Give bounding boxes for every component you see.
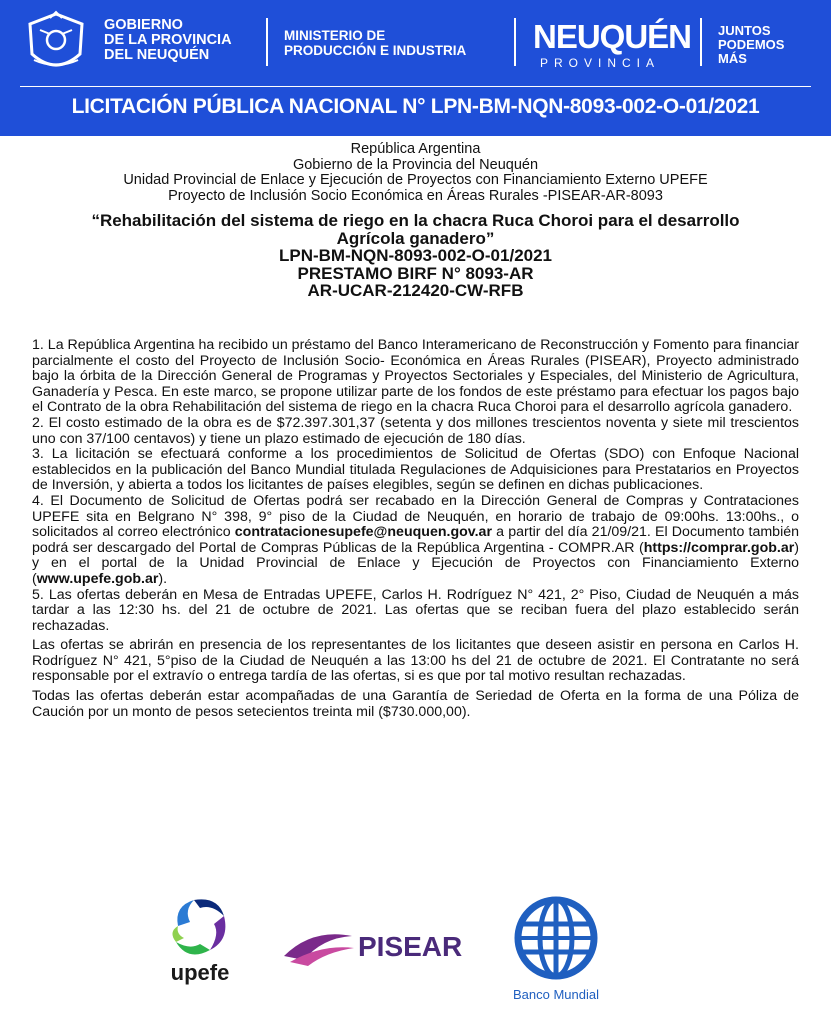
tender-title: LICITACIÓN PÚBLICA NACIONAL N° LPN-BM-NQN-8093-002-O-01/2021 [71,95,760,118]
paragraph-4 [32,494,799,588]
paragraph-6: Las ofertas se abrirán en presencia de los representantes de los licitantes que deseen asistir en persona en Carlos H. Rodríguez N° 421, 5°piso de la Ciudad de Neuquén a las 13:00 hs del 21 de octubre de 2021. El Contratante no será responsable por el extravío o entrega tardía de las ofertas, si es que por tal motivo resultan rechazadas. [32,637,799,685]
banco-mundial-logo [506,892,606,1004]
provincial-shield-icon [20,10,92,76]
loan-number: PRESTAMO BIRF N° 8093-AR [297,263,534,283]
header-logos-row [0,0,831,82]
paragraph-4-text: a partir del día 21/09/21. El Documento también podrá ser descargado del Portal de Compras Públicas de la República Argentina - COMPR.AR ( [32,524,800,556]
slogan-line: JUNTOS [718,23,771,38]
ministry-line: MINISTERIO DE [284,28,386,43]
comprar-link[interactable]: https://comprar.gob.ar [643,539,795,556]
issuer-block [20,142,811,204]
gov-line: DE LA PROVINCIA [104,32,232,48]
header-divider [514,18,516,66]
issuer-line: República Argentina [350,141,481,157]
slogan-line: MÁS [718,51,747,66]
issuer-line: Proyecto de Inclusión Socio Económica en Áreas Rurales -PISEAR-AR-8093 [168,187,663,204]
upefe-link[interactable]: www.upefe.gob.ar [36,570,159,587]
paragraph-4-text: ). [158,570,168,587]
upefe-logo-text: upefe [170,960,230,985]
contact-email-link[interactable]: contratacionesupefe@neuquen.gov.ar [234,524,492,541]
project-title-line: “Rehabilitación del sistema de riego en la chacra Ruca Choroi para el desarrollo [91,211,740,230]
header-divider [700,18,702,66]
header-divider [266,18,268,66]
gov-line: GOBIERNO [104,17,183,33]
paragraph-4-text: ) y en el portal de la Unidad Provincial de Enlace y Ejecución de Proyectos con Financiamiento Externo ( [32,539,799,587]
slogan [718,24,784,66]
globe-icon [506,892,606,984]
upefe-logo-icon [160,892,240,992]
neuquen-brand: NEUQUÉN [533,18,692,55]
header-rule [20,86,811,87]
ministry-name [284,28,466,58]
paragraph-3: 3. La licitación se efectuará conforme a los procedimientos de Solicitud de Ofertas (SDO) con Enfoque Nacional establecidos en la publicación del Banco Mundial titulada Regulaciones de Adquisiciones para Prestatarios en Proyectos de Inversión, y abierta a todos los licitantes de países elegibles, según se definen en dichas publicaciones. [32,446,799,494]
project-title-line: Agrícola ganadero” [336,228,495,248]
government-name [104,18,232,63]
project-title-block [20,212,811,300]
reference-code: AR-UCAR-212420-CW-RFB [307,281,524,300]
project-code: LPN-BM-NQN-8093-002-O-01/2021 [278,246,553,265]
paragraph-4-text: 4. El Documento de Solicitud de Ofertas podrá ser recabado en la Dirección General de Compras y Contrataciones UPEFE sita en Belgrano N° 398, 9° piso de la Ciudad de Neuquén, en horario de trabajo de 09:00hs. 13:00hs., o solicitados al correo electrónico [32,492,799,541]
issuer-line: Unidad Provincial de Enlace y Ejecución de Proyectos con Financiamiento Externo UPEFE [123,172,708,188]
banco-mundial-label: Banco Mundial [513,987,599,1002]
pisear-logo-text: PISEAR [358,931,463,962]
paragraph-7: Todas las ofertas deberán estar acompañadas de una Garantía de Seriedad de Oferta en la forma de una Póliza de Caución por un monto de pesos setecientos treinta mil ($730.000,00). [32,688,799,720]
notice-body [32,338,799,720]
header-banner [0,0,831,136]
paragraph-2: 2. El costo estimado de la obra es de $72.397.301,37 (setenta y dos millones trescientos noventa y siete mil trescientos uno con 37/100 centavos) y tiene un plazo estimado de ejecución de 180 días. [32,414,799,447]
gov-line: DEL NEUQUÉN [104,47,210,63]
neuquen-brand-subtitle: PROVINCIA [540,56,661,70]
ministry-line: PRODUCCIÓN E INDUSTRIA [284,43,467,58]
pisear-logo-icon [282,922,467,972]
slogan-line: PODEMOS [718,37,785,52]
paragraph-5: 5. Las ofertas deberán en Mesa de Entradas UPEFE, Carlos H. Rodríguez N° 421, 2° Piso, Ciudad de Neuquén a más tardar a las 12:30 hs. del 21 de octubre de 2021. Las ofertas que se reciban fuera del plazo establecido serán rechazadas. [32,586,799,634]
paragraph-1: 1. La República Argentina ha recibido un préstamo del Banco Interamericano de Reconstrucción y Fomento para financiar parcialmente el costo del Proyecto de Inclusión Socio- Económica en Áreas Rurales (PISEAR), Proyecto administrado bajo la órbita de la Dirección General de Programas y Proyectos Sectoriales y Especiales, del Ministerio de Agricultura, Ganadería y Pesca. En este marco, se propone utilizar parte de los fondos de este préstamo para efectuar los pagos bajo el Contrato de la obra Rehabilitación del sistema de riego en la chacra Ruca Choroi para el desarrollo agrícola ganadero. [32,337,799,416]
issuer-line: Gobierno de la Provincia del Neuquén [292,156,539,173]
